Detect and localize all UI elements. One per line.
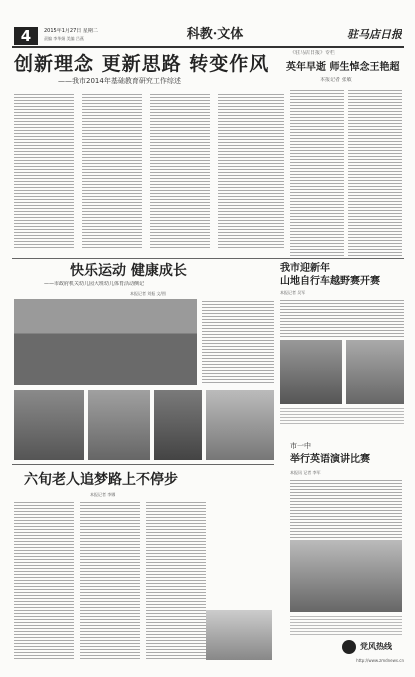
page-number: 4 bbox=[20, 27, 32, 45]
article2-photo-4 bbox=[154, 390, 202, 460]
footer-url: http://www.zmdnews.cn bbox=[356, 658, 404, 663]
article1-headline: 创新理念 更新思路 转变作风 bbox=[14, 53, 270, 75]
article3-caption bbox=[280, 406, 404, 426]
article1-body bbox=[14, 92, 284, 250]
article2-photo-main bbox=[14, 299, 197, 385]
article3-photo-1 bbox=[280, 340, 342, 404]
article4-headline: 六旬老人追梦路上不停步 bbox=[24, 472, 178, 488]
article4-photo bbox=[206, 610, 272, 660]
article2-body bbox=[202, 299, 274, 385]
footer-logo-icon bbox=[342, 640, 356, 654]
article5-kicker: 市一中 bbox=[290, 442, 311, 450]
header-rule bbox=[12, 46, 404, 48]
article3-byline: 本报记者 吴军 bbox=[280, 290, 306, 295]
article2-subheadline: ——市政府机关幼儿园大班幼儿体育活动侧记 bbox=[44, 281, 145, 287]
article-top-right-body bbox=[290, 88, 402, 256]
article5-photo bbox=[290, 540, 402, 612]
article-top-right-kicker: 《驻马店日报》专栏 bbox=[290, 50, 336, 56]
article4-byline: 本报记者 李娜 bbox=[90, 492, 116, 497]
article1-subheadline: ——我市2014年基础教育研究工作综述 bbox=[58, 77, 181, 85]
footer-logo-text: 党风热线 bbox=[360, 642, 392, 651]
masthead: 驻马店日报 bbox=[347, 28, 402, 41]
article3-headline: 我市迎新年 山地自行车越野赛开赛 bbox=[280, 263, 380, 287]
article2-photo-3 bbox=[88, 390, 150, 460]
issue-date: 2015年1月27日 星期二 bbox=[44, 28, 98, 34]
article3-body bbox=[280, 298, 404, 338]
article2-headline: 快乐运动 健康成长 bbox=[70, 263, 187, 279]
article-top-right-byline: 本报记者 张敏 bbox=[320, 77, 352, 83]
divider-lower bbox=[12, 464, 274, 465]
article2-photo-5 bbox=[206, 390, 274, 460]
article5-byline: 本报讯 记者 李军 bbox=[290, 470, 321, 475]
article5-caption bbox=[290, 614, 402, 636]
divider-mid bbox=[12, 258, 404, 259]
page-editors: 责编 李华娟 美编 吕燕 bbox=[44, 36, 84, 41]
article3-photo-2 bbox=[346, 340, 404, 404]
article5-body bbox=[290, 478, 402, 538]
article5-headline: 举行英语演讲比赛 bbox=[290, 454, 370, 465]
article2-photo-2 bbox=[14, 390, 84, 460]
section-title: 科教·文体 bbox=[186, 27, 244, 42]
article-top-right-headline: 英年早逝 师生悼念王艳超 bbox=[286, 62, 400, 73]
article2-byline: 本报记者 刘振 文/图 bbox=[130, 291, 166, 296]
